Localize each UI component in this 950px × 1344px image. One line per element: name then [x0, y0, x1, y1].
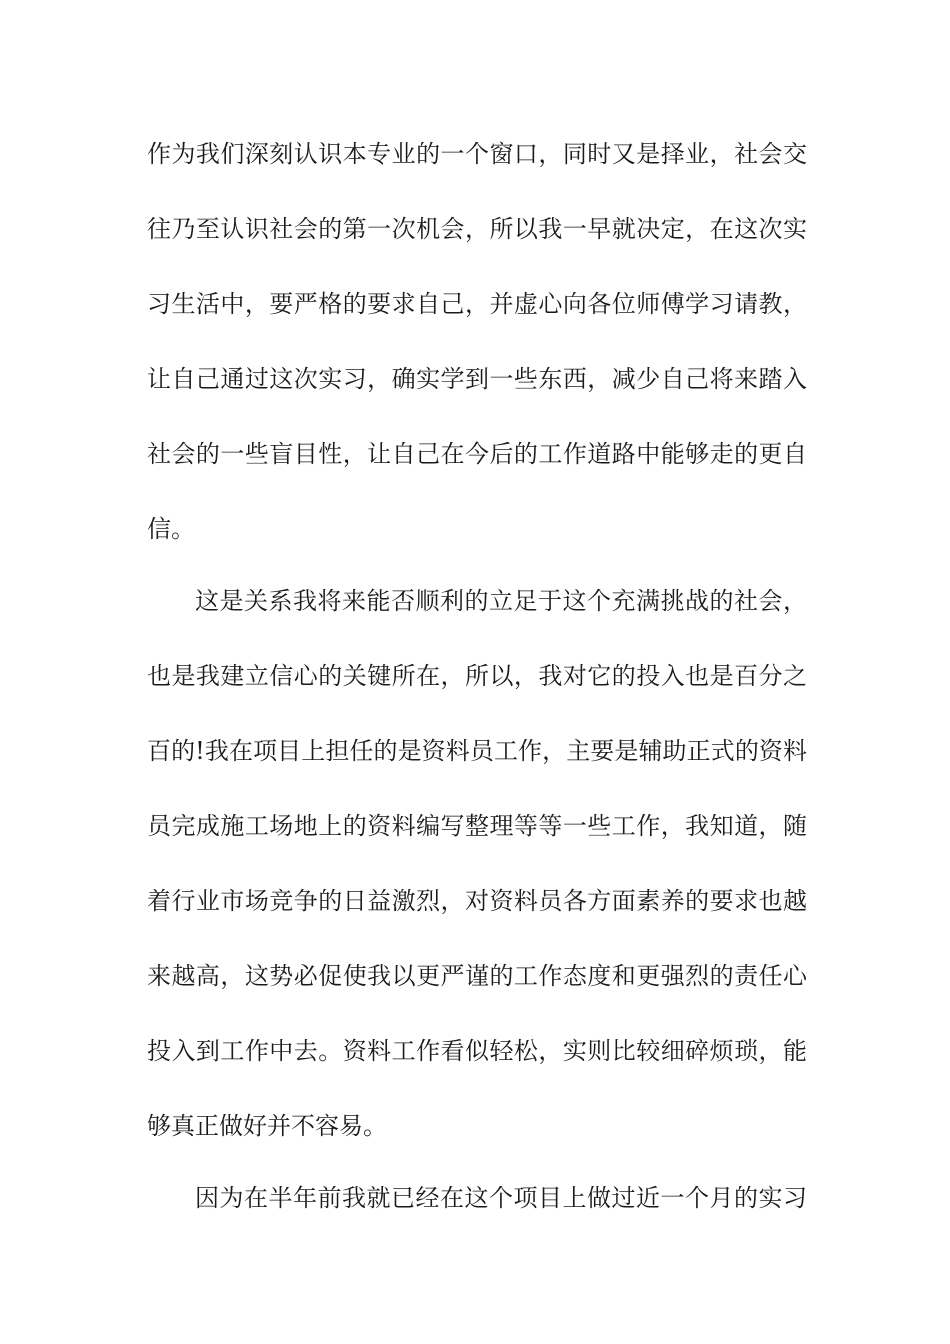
- paragraph-2-line-2: 也是我建立信心的关键所在，所以，我对它的投入也是百分之: [147, 662, 807, 690]
- paragraph-1-line-6: 信。: [147, 515, 195, 543]
- paragraph-2-line-4: 员完成施工场地上的资料编写整理等等一些工作，我知道，随: [147, 812, 807, 840]
- paragraph-2-line-1: 这是关系我将来能否顺利的立足于这个充满挑战的社会，: [195, 587, 807, 615]
- paragraph-1-line-4: 让自己通过这次实习，确实学到一些东西，减少自己将来踏入: [147, 365, 807, 393]
- paragraph-3-line-1: 因为在半年前我就已经在这个项目上做过近一个月的实习: [195, 1184, 807, 1212]
- paragraph-2-line-3: 百的!我在项目上担任的是资料员工作，主要是辅助正式的资料: [147, 737, 807, 765]
- paragraph-2-line-6: 来越高，这势必促使我以更严谨的工作态度和更强烈的责任心: [147, 962, 807, 990]
- paragraph-1-line-5: 社会的一些盲目性，让自己在今后的工作道路中能够走的更自: [147, 440, 807, 468]
- paragraph-2-line-7: 投入到工作中去。资料工作看似轻松，实则比较细碎烦琐，能: [147, 1037, 807, 1065]
- paragraph-1-line-2: 往乃至认识社会的第一次机会，所以我一早就决定，在这次实: [147, 215, 807, 243]
- paragraph-1-line-3: 习生活中，要严格的要求自己，并虚心向各位师傅学习请教，: [147, 290, 807, 318]
- paragraph-2-line-8: 够真正做好并不容易。: [147, 1112, 387, 1140]
- paragraph-1-line-1: 作为我们深刻认识本专业的一个窗口，同时又是择业，社会交: [147, 140, 807, 168]
- paragraph-2-line-5: 着行业市场竞争的日益激烈，对资料员各方面素养的要求也越: [147, 887, 807, 915]
